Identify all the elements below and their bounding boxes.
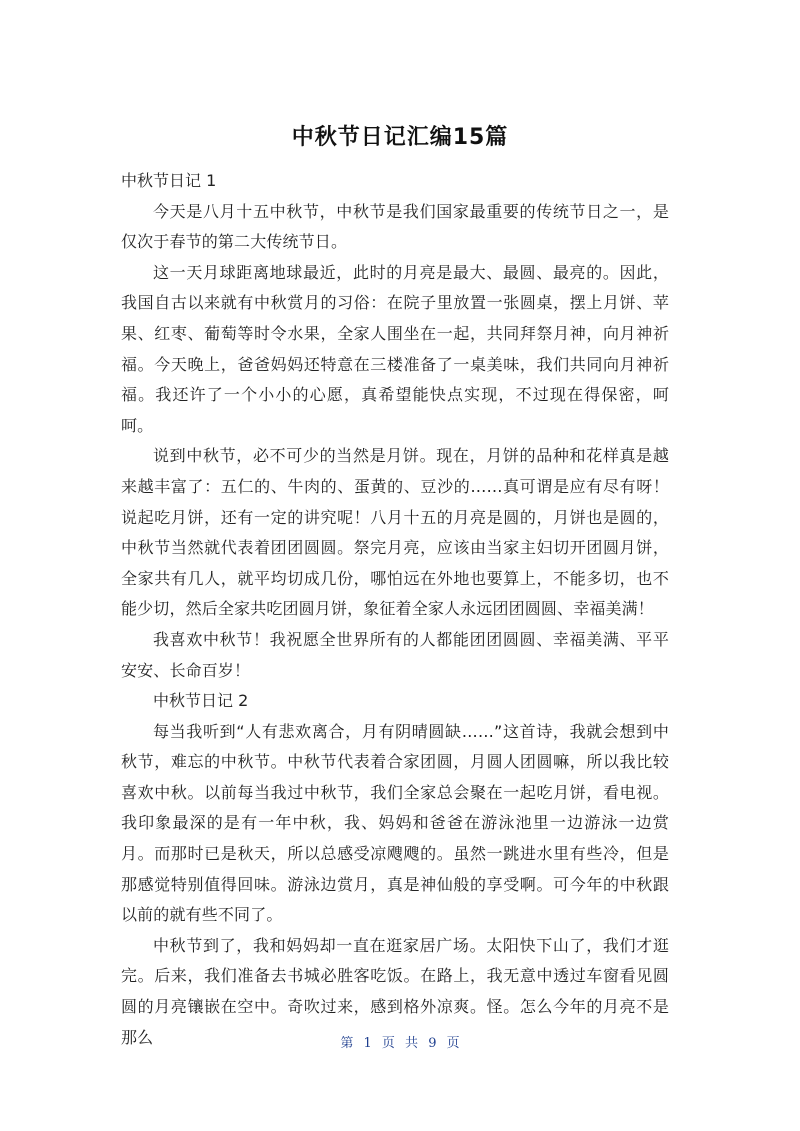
document-body [121,166,669,1053]
section-heading: 中秋节日记 1 [121,171,217,190]
paragraph: 中秋节到了，我和妈妈却一直在逛家居广场。太阳快下山了，我们才逛完。后来，我们准备去书城必胜客吃饭。在路上，我无意中透过车窗看见圆圆的月亮镶嵌在空中。奇吹过来，感到格外凉爽。怪。怎么今年的月亮不是那么 [121,935,669,1047]
paragraph: 今天是八月十五中秋节，中秋节是我们国家最重要的传统节日之一，是仅次于春节的第二大传统节日。 [121,201,669,252]
paragraph: 我喜欢中秋节！我祝愿全世界所有的人都能团团圆圆、幸福美满、平平安安、长命百岁！ [121,629,669,680]
paragraph: 这一天月球距离地球最近，此时的月亮是最大、最圆、最亮的。因此，我国自古以来就有中秋赏月的习俗：在院子里放置一张圆桌，摆上月饼、苹果、红枣、葡萄等时令水果，全家人围坐在一起，共同拜祭月神，向月神祈福。今天晚上，爸爸妈妈还特意在三楼准备了一桌美味，我们共同向月神祈福。我还许了一个小小的心愿，真希望能快点实现，不过现在得保密，呵呵。 [121,262,669,435]
paragraph: 说到中秋节，必不可少的当然是月饼。现在，月饼的品种和花样真是越来越丰富了：五仁的、牛肉的、蛋黄的、豆沙的……真可谓是应有尽有呀！说起吃月饼，还有一定的讲究呢！八月十五的月亮是圆的，月饼也是圆的，中秋节当然就代表着团团圆圆。祭完月亮，应该由当家主妇切开团圆月饼，全家共有几人，就平均切成几份，哪怕远在外地也要算上，不能多切，也不能少切，然后全家共吃团圆月饼，象征着全家人永远团团圆圆、幸福美满！ [121,446,669,619]
page-number-footer: 第 1 页 共 9 页 [340,1036,460,1051]
section-heading: 中秋节日记 2 [153,691,249,711]
paragraph: 每当我听到“人有悲欢离合，月有阴晴圆缺……”这首诗，我就会想到中秋节，难忘的中秋节。中秋节代表着合家团圆，月圆人团圆嘛，所以我比较喜欢中秋。以前每当我过中秋节，我们全家总会聚在一起吃月饼，看电视。我印象最深的是有一年中秋，我、妈妈和爸爸在游泳池里一边游泳一边赏月。而那时已是秋天，所以总感受凉飕飕的。虽然一跳进水里有些冷，但是那感觉特别值得回味。游泳边赏月，真是神仙般的享受啊。可今年的中秋跟以前的就有些不同了。 [121,721,669,925]
document-title: 中秋节日记汇编15篇 [291,125,509,150]
